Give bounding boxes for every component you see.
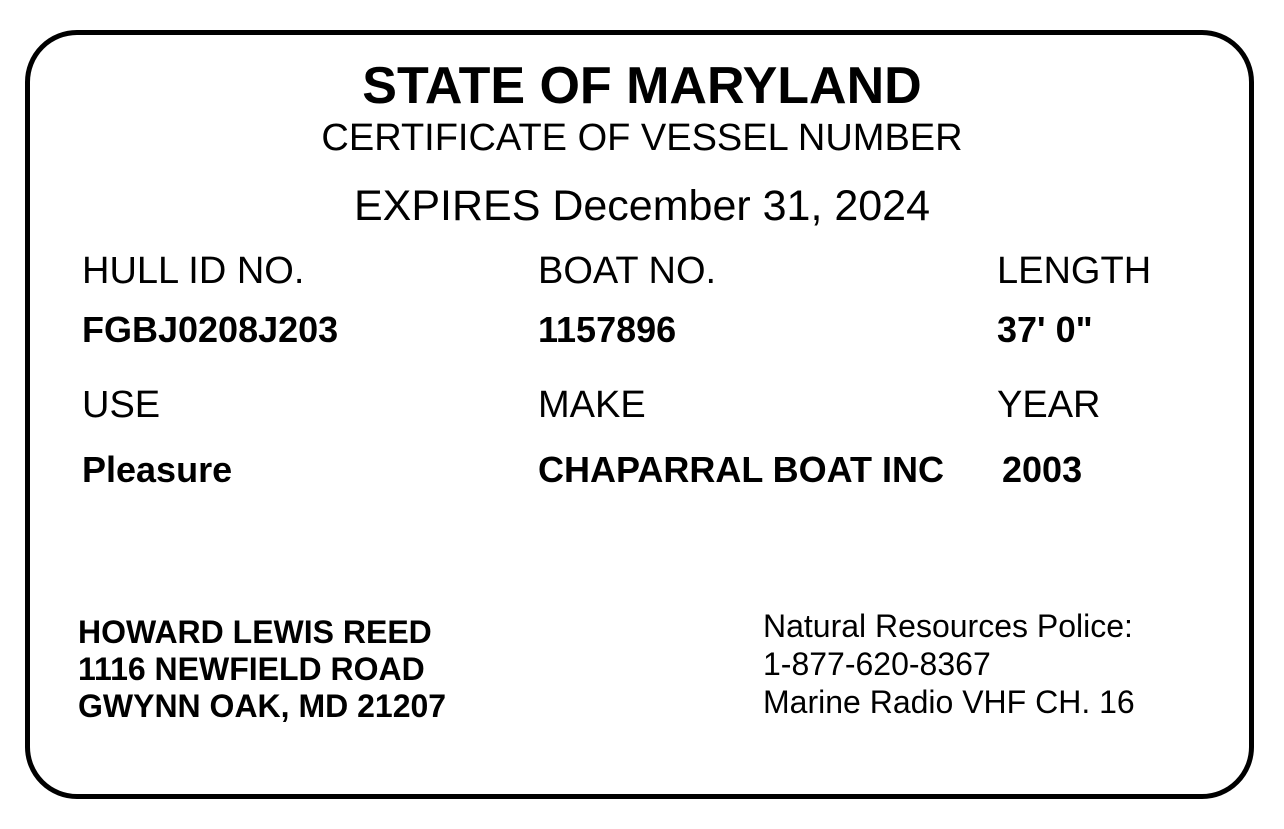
hull-id-label: HULL ID NO. (82, 250, 305, 292)
marine-radio-channel: Marine Radio VHF CH. 16 (763, 684, 1135, 720)
certificate-subtitle: CERTIFICATE OF VESSEL NUMBER (321, 117, 963, 159)
year-value: 2003 (1002, 449, 1083, 490)
boat-no-value: 1157896 (538, 309, 677, 350)
hull-id-value: FGBJ0208J203 (82, 309, 339, 350)
certificate-title: STATE OF MARYLAND (362, 57, 922, 115)
boat-no-label: BOAT NO. (538, 250, 717, 292)
police-phone: 1-877-620-8367 (763, 646, 991, 682)
use-value: Pleasure (82, 449, 233, 490)
owner-address (78, 614, 446, 725)
use-label: USE (82, 384, 161, 426)
owner-city-state-zip: GWYNN OAK, MD 21207 (78, 688, 447, 724)
owner-street: 1116 NEWFIELD ROAD (78, 651, 425, 687)
year-label: YEAR (997, 384, 1101, 426)
owner-name: HOWARD LEWIS REED (78, 614, 432, 650)
length-value: 37' 0" (997, 309, 1093, 350)
police-agency: Natural Resources Police: (763, 608, 1133, 644)
police-contact (763, 607, 1135, 721)
make-label: MAKE (538, 384, 646, 426)
expiration-date: EXPIRES December 31, 2024 (353, 182, 931, 230)
length-label: LENGTH (997, 250, 1152, 292)
make-value: CHAPARRAL BOAT INC (538, 449, 944, 490)
